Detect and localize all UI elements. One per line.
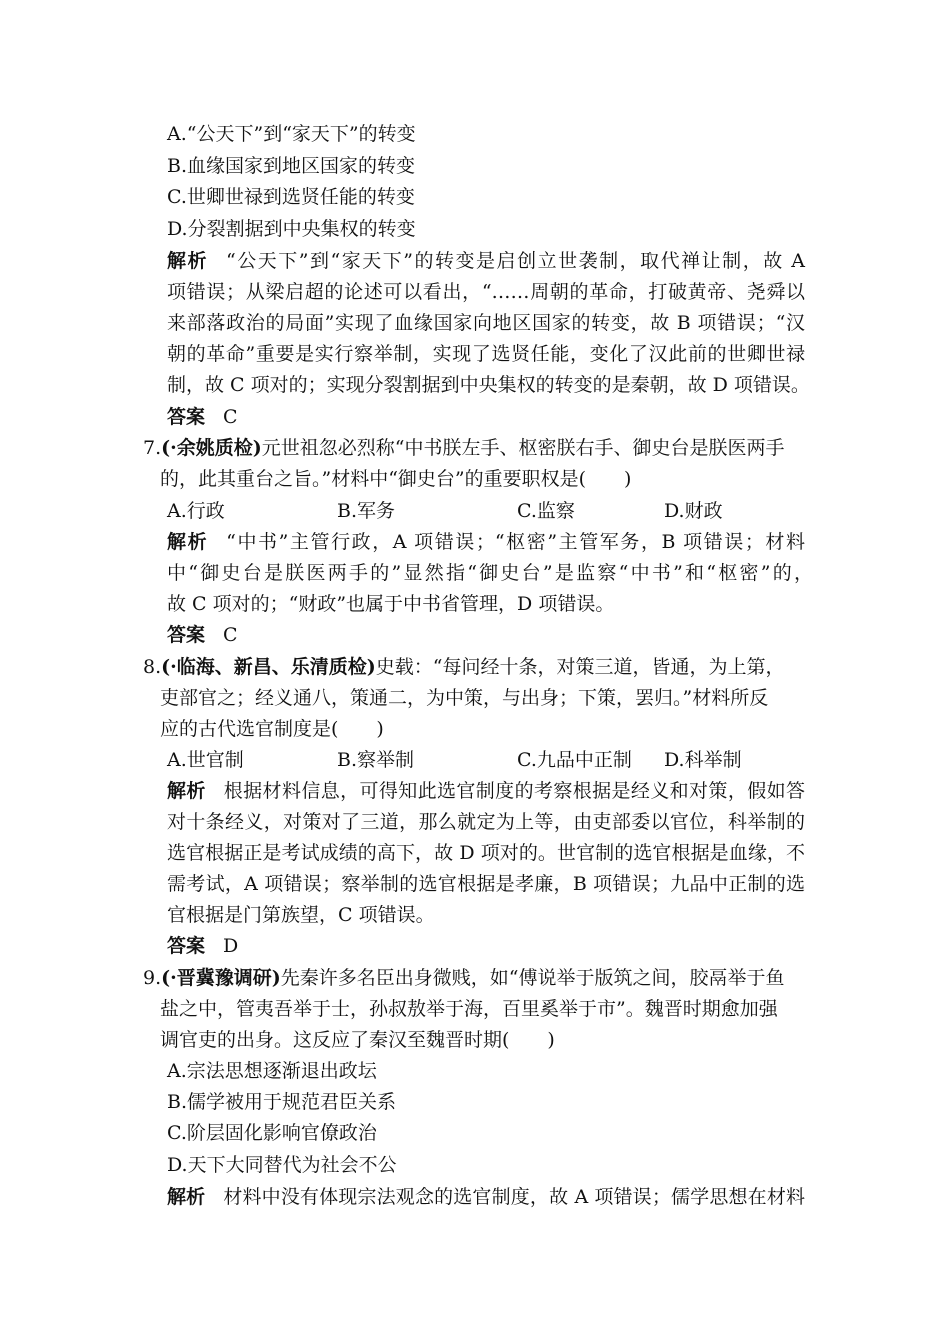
q8-option-c: C.九品中正制 (517, 749, 632, 771)
q8-option-a: A.世官制 (167, 749, 244, 771)
q8-analysis-label: 解析 (167, 780, 206, 802)
q9-number: 9. (143, 967, 162, 989)
q7-option-a: A.行政 (167, 500, 225, 522)
q8-source: (·临海、新昌、乐清质检) (161, 656, 376, 678)
q8-stem-line-3: 应的古代选官制度是( ) (160, 718, 384, 740)
q7-option-d: D.财政 (664, 500, 723, 522)
q9-option-c: C.阶层固化影响官僚政治 (167, 1122, 377, 1144)
q9-option-d: D.天下大同替代为社会不公 (167, 1154, 397, 1176)
q8-analysis-line-5: 官根据是门第族望，C 项错误。 (167, 904, 435, 926)
q7-stem-line-1: 7.(·余姚质检)元世祖忽必烈称“中书朕左手、枢密朕右手、御史台是朕医两手 (143, 437, 785, 459)
q6-analysis-line-3: 来部落政治的局面”实现了血缘国家向地区国家的转变，故 B 项错误；“汉 (167, 312, 805, 334)
q7-analysis-line-3: 故 C 项对的；“财政”也属于中书省管理，D 项错误。 (167, 593, 615, 615)
q7-option-c: C.监察 (517, 500, 575, 522)
q7-source: (·余姚质检) (161, 437, 262, 459)
q8-stem-line-1: 8.(·临海、新昌、乐清质检)史载：“每问经十条，对策三道，皆通，为上第， (143, 656, 785, 678)
q9-stem-line-3: 调官吏的出身。这反应了秦汉至魏晋时期( ) (160, 1029, 555, 1051)
q7-answer-label: 答案 (167, 624, 206, 646)
q7-number: 7. (143, 437, 162, 459)
q8-answer (167, 934, 238, 958)
q8-analysis-line-1: 解析 根据材料信息，可得知此选官制度的考察根据是经义和对策，假如答 (167, 780, 805, 802)
q7-analysis-line-1: 解析 “中书”主管行政，A 项错误；“枢密”主管军务，B 项错误；材料 (167, 531, 805, 553)
q6-option-c: C.世卿世禄到选贤任能的转变 (167, 186, 415, 208)
q7-answer-value: C (223, 624, 238, 646)
q8-answer-value: D (223, 935, 239, 957)
q9-stem-line-1: 9.(·晋冀豫调研)先秦许多名臣出身微贱，如“傅说举于版筑之间，胶鬲举于鱼 (143, 967, 785, 989)
q6-answer-label: 答案 (167, 406, 206, 428)
q8-number: 8. (143, 656, 162, 678)
q6-analysis-line-4: 朝的革命”重要是实行察举制，实现了选贤任能，变化了汉此前的世卿世禄 (167, 343, 805, 365)
q8-stem-line-2: 吏部官之；经义通八，策通二，为中策，与出身；下策，罢归。”材料所反 (160, 687, 769, 709)
q6-analysis-line-5: 制，故 C 项对的；实现分裂割据到中央集权的转变的是秦朝，故 D 项错误。 (167, 374, 810, 396)
q7-stem-line-2: 的，此其重台之旨。”材料中“御史台”的重要职权是( ) (160, 468, 632, 490)
q7-answer (167, 623, 238, 647)
q9-stem-line-2: 盐之中，管夷吾举于士，孙叔敖举于海，百里奚举于市”。魏晋时期愈加强 (160, 998, 778, 1020)
q6-analysis-line-2: 项错误；从梁启超的论述可以看出，“……周朝的革命，打破黄帝、尧舜以 (167, 281, 805, 303)
q8-option-b: B.察举制 (337, 749, 415, 771)
q9-analysis-label: 解析 (167, 1186, 206, 1208)
q7-analysis-line-2: 中“御史台是朕医两手的”显然指“御史台”是监察“中书”和“枢密”的， (167, 562, 813, 584)
q6-option-d: D.分裂割据到中央集权的转变 (167, 218, 416, 240)
q9-option-b: B.儒学被用于规范君臣关系 (167, 1091, 397, 1113)
q6-analysis-line-1: 解析 “公天下”到“家天下”的转变是启创立世袭制，取代禅让制，故 A (167, 250, 805, 272)
q8-analysis-line-2: 对十条经义，对策对了三道，那么就定为上等，由吏部委以官位，科举制的 (167, 811, 805, 833)
q9-option-a: A.宗法思想逐渐退出政坛 (167, 1060, 377, 1082)
q8-answer-label: 答案 (167, 935, 206, 957)
q8-analysis-line-3: 选官根据正是考试成绩的高下，故 D 项对的。世官制的选官根据是血缘，不 (167, 842, 805, 864)
q7-option-b: B.军务 (337, 500, 396, 522)
q7-analysis-label: 解析 (167, 531, 209, 553)
q6-option-a: A.“公天下”到“家天下”的转变 (167, 123, 416, 145)
q8-option-d: D.科举制 (664, 749, 742, 771)
q6-answer-value: C (223, 406, 238, 428)
q6-answer (167, 405, 238, 429)
q8-analysis-line-4: 需考试，A 项错误；察举制的选官根据是孝廉，B 项错误；九品中正制的选 (167, 873, 805, 895)
q6-option-b: B.血缘国家到地区国家的转变 (167, 155, 416, 177)
q6-analysis-label: 解析 (167, 250, 209, 272)
q9-source: (·晋冀豫调研) (161, 967, 281, 989)
q9-analysis-line-1: 解析 材料中没有体现宗法观念的选官制度，故 A 项错误；儒学思想在材料 (167, 1186, 805, 1208)
